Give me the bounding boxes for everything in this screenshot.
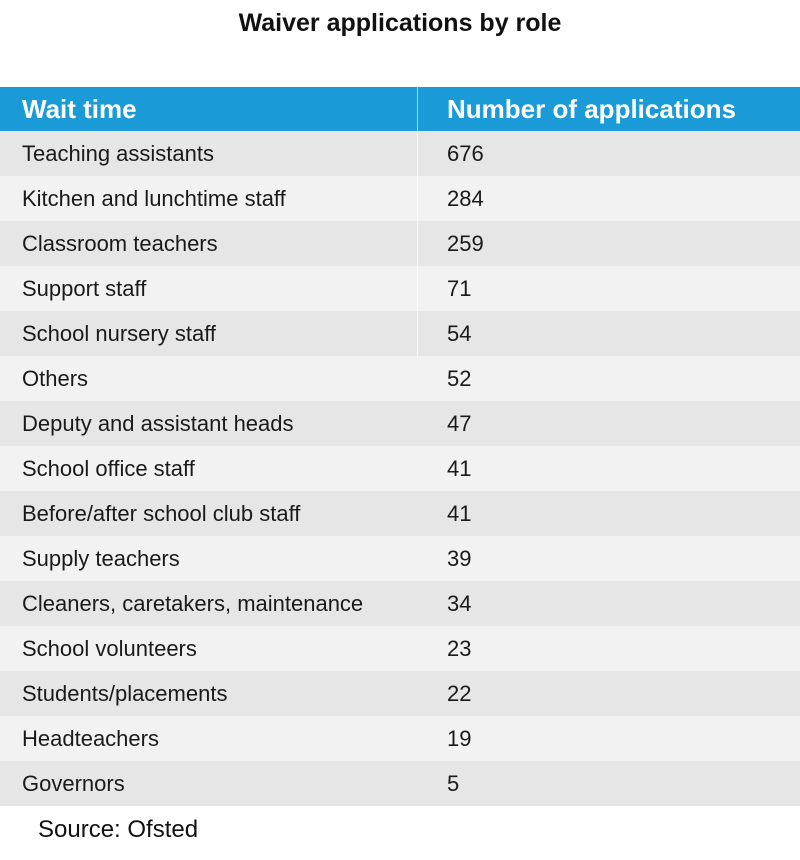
source-note: Source: Ofsted: [38, 816, 199, 843]
data-table: [0, 87, 800, 806]
role-cell: Kitchen and lunchtime staff: [22, 185, 286, 211]
role-cell: Students/placements: [22, 680, 228, 706]
role-cell: Governors: [22, 770, 125, 796]
table-row: [0, 581, 800, 626]
applications-cell: 34: [447, 590, 472, 616]
applications-cell: 5: [447, 770, 460, 796]
applications-cell: 47: [447, 410, 472, 436]
table-row: [0, 716, 800, 761]
column-header-wait-time: Wait time: [22, 93, 137, 124]
applications-cell: 23: [447, 635, 472, 661]
table-row: [0, 401, 800, 446]
table-row: [0, 176, 800, 221]
role-cell: School office staff: [22, 455, 195, 481]
applications-cell: 19: [447, 725, 472, 751]
applications-cell: 22: [447, 680, 472, 706]
table-row: [0, 491, 800, 536]
role-cell: Classroom teachers: [22, 230, 218, 256]
table-row: [0, 266, 800, 311]
column-divider: [417, 87, 418, 357]
table-row: [0, 131, 800, 176]
table-row: [0, 761, 800, 806]
role-cell: Support staff: [22, 275, 147, 301]
role-cell: School volunteers: [22, 635, 197, 661]
role-cell: Deputy and assistant heads: [22, 410, 294, 436]
table-header: [0, 87, 800, 131]
chart-title: Waiver applications by role: [238, 9, 562, 37]
table-row: [0, 626, 800, 671]
role-cell: Others: [22, 365, 89, 391]
role-cell: Teaching assistants: [22, 140, 214, 166]
table-row: [0, 356, 800, 401]
role-cell: Before/after school club staff: [22, 500, 301, 526]
role-cell: Headteachers: [22, 725, 159, 751]
applications-cell: 39: [447, 545, 472, 571]
table-row: [0, 311, 800, 356]
role-cell: School nursery staff: [22, 320, 217, 346]
applications-cell: 41: [447, 455, 472, 481]
role-cell: Supply teachers: [22, 545, 180, 571]
table-row: [0, 536, 800, 581]
applications-cell: 41: [447, 500, 472, 526]
applications-cell: 676: [447, 140, 484, 166]
role-cell: Cleaners, caretakers, maintenance: [22, 590, 364, 616]
applications-cell: 284: [447, 185, 484, 211]
table-row: [0, 671, 800, 716]
applications-cell: 52: [447, 365, 472, 391]
table-row: [0, 221, 800, 266]
applications-cell: 259: [447, 230, 484, 256]
applications-cell: 71: [447, 275, 472, 301]
applications-cell: 54: [447, 320, 472, 346]
table-body: [0, 131, 800, 806]
table-row: [0, 446, 800, 491]
column-header-number-of-applications: Number of applications: [447, 93, 736, 124]
